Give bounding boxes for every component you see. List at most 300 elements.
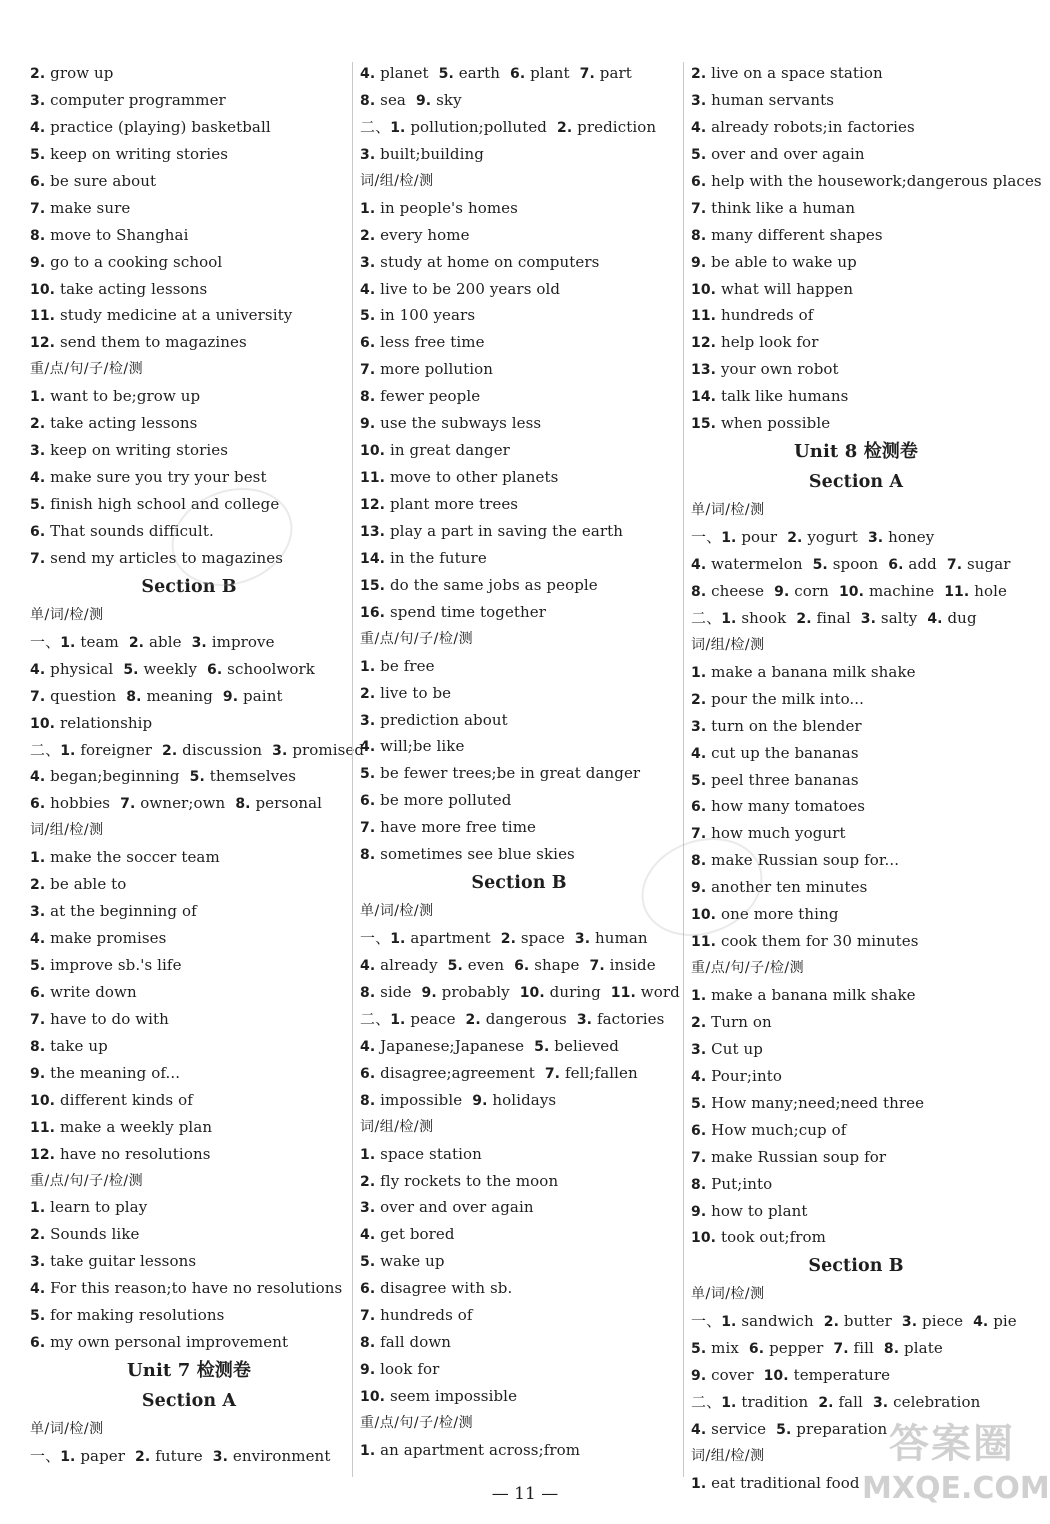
answer-line: [30, 1087, 348, 1114]
answer-text: celebration: [893, 1393, 981, 1412]
answer-line: [30, 1141, 348, 1168]
item-number: 12.: [30, 1146, 56, 1163]
item-number: 12.: [30, 335, 56, 352]
item-number: 9.: [30, 1065, 46, 1082]
answer-line: [360, 302, 678, 329]
answer-text: spend time together: [389, 602, 547, 621]
item-number: 8.: [360, 984, 376, 1001]
answer-line: [360, 1194, 678, 1221]
item-number: 9.: [472, 1092, 488, 1109]
item-number: 3.: [576, 1011, 593, 1028]
item-number: 7.: [120, 796, 136, 813]
answer-text: Cut up: [711, 1039, 763, 1058]
answer-line: [360, 222, 678, 249]
part-prefix: 一、: [691, 528, 722, 547]
item-number: 6.: [888, 557, 904, 573]
item-number: 6.: [30, 1335, 46, 1352]
answer-line: [360, 1221, 678, 1248]
item-number: 5.: [123, 661, 139, 678]
answer-text: meaning: [146, 686, 213, 705]
answer-line: [691, 1171, 1021, 1198]
item-number: 8.: [235, 796, 251, 813]
item-number: 1.: [360, 1442, 376, 1459]
answer-text: another ten minutes: [711, 878, 868, 897]
answer-text: dug: [947, 608, 977, 627]
answer-line: [360, 383, 678, 410]
item-number: 6.: [748, 1341, 765, 1358]
answer-line: [30, 952, 348, 979]
answer-line: [360, 1437, 678, 1464]
answer-line: [30, 1329, 348, 1356]
answer-text: Pour;into: [711, 1066, 782, 1085]
answer-text: fall: [838, 1393, 863, 1412]
answer-line: [30, 1060, 348, 1087]
item-number: 8.: [691, 1176, 707, 1193]
item-number: 2.: [360, 1173, 376, 1190]
answer-line-multi: [360, 60, 678, 87]
item-number: 1.: [691, 988, 707, 1004]
answer-text: the meaning of...: [50, 1063, 181, 1082]
answer-text: how to plant: [711, 1201, 808, 1220]
answer-line: [360, 491, 678, 518]
answer-text: discussion: [182, 740, 263, 759]
item-number: 6.: [30, 523, 46, 540]
answer-text: probably: [441, 982, 510, 1001]
item-number: 10.: [30, 715, 56, 732]
section-heading: Section B: [808, 1256, 904, 1277]
item-number: 6.: [360, 1281, 376, 1298]
answer-line: [30, 979, 348, 1006]
answer-line: [360, 545, 678, 572]
answer-text: salty: [880, 608, 918, 627]
answer-text: think like a human: [711, 198, 856, 217]
answer-text: shook: [741, 608, 787, 627]
answer-text: pour: [741, 528, 778, 547]
item-number: 7.: [30, 688, 46, 705]
answer-line-multi: [30, 763, 348, 790]
answer-line: [30, 925, 348, 952]
answer-line: [691, 1090, 1021, 1117]
section-heading: Section B: [141, 576, 237, 597]
answer-line: [30, 871, 348, 898]
answer-line-multi: [691, 1389, 1021, 1416]
column-divider: [683, 62, 684, 1477]
answer-line: [30, 1275, 348, 1302]
answer-text: factories: [596, 1009, 665, 1028]
answer-text: mix: [711, 1339, 739, 1358]
answer-line: [360, 329, 678, 356]
answer-line: [360, 410, 678, 437]
item-number: 2.: [30, 1227, 46, 1244]
answer-text: go to a cooking school: [50, 252, 223, 271]
answer-text: future: [155, 1447, 203, 1465]
item-number: 10.: [30, 1092, 56, 1109]
answer-line: [30, 383, 348, 410]
item-number: 10.: [691, 1230, 717, 1247]
item-number: 11.: [30, 1119, 56, 1136]
answer-line: [30, 1006, 348, 1033]
answer-text: team: [80, 632, 119, 651]
answer-line-multi: [691, 524, 1021, 551]
answer-text: every home: [380, 225, 470, 244]
item-number: 8.: [360, 1335, 376, 1352]
answer-text: one more thing: [720, 905, 839, 924]
item-number: 10.: [360, 443, 386, 460]
answer-text: move to other planets: [389, 468, 559, 487]
item-number: 9.: [691, 254, 707, 271]
answer-line-multi: [360, 141, 678, 168]
item-number: 2.: [818, 1395, 834, 1412]
answer-line: [30, 168, 348, 195]
item-number: 8.: [30, 227, 46, 244]
exercise-category-label: 重/点/句/子/检/测: [30, 1172, 144, 1189]
exercise-category-label: 单/词/检/测: [30, 606, 104, 623]
item-number: 11.: [610, 984, 636, 1001]
item-number: 3.: [691, 1041, 707, 1058]
answer-text: less free time: [380, 333, 485, 352]
answer-line: [30, 60, 348, 87]
answer-line: [360, 518, 678, 545]
answer-line: [360, 1302, 678, 1329]
answer-line: [360, 733, 678, 760]
answer-text: at the beginning of: [50, 902, 197, 921]
item-number: 4.: [30, 661, 46, 678]
item-number: 10.: [519, 984, 545, 1001]
answer-text: disagree with sb.: [380, 1279, 513, 1298]
item-number: 7.: [360, 820, 376, 837]
answer-text: make promises: [50, 929, 167, 948]
item-number: 3.: [30, 1254, 46, 1271]
item-number: 9.: [360, 416, 376, 433]
answer-text: hundreds of: [380, 1306, 473, 1325]
answer-line: [360, 249, 678, 276]
answer-text: human: [595, 929, 648, 948]
item-number: 3.: [360, 1200, 376, 1217]
item-number: 9.: [360, 1362, 376, 1379]
answer-text: Turn on: [711, 1012, 772, 1031]
answer-text: spoon: [832, 555, 879, 573]
item-number: 9.: [30, 254, 46, 271]
answer-line: [691, 276, 1021, 303]
item-number: 3.: [30, 92, 46, 109]
answer-line-multi: [30, 1443, 348, 1470]
answer-text: impossible: [380, 1090, 463, 1109]
item-number: 3.: [867, 530, 884, 547]
answer-line: [360, 653, 678, 680]
answer-column-2: [360, 60, 678, 1464]
answer-line: [30, 195, 348, 222]
answer-text: fly rockets to the moon: [380, 1171, 559, 1190]
page-number: — 11 —: [491, 1484, 559, 1504]
item-number: 2.: [360, 227, 376, 244]
answer-column-1: [30, 60, 365, 1470]
answer-text: paper: [80, 1447, 126, 1465]
answer-line: [691, 222, 1021, 249]
answer-text: grow up: [50, 64, 114, 82]
item-number: 4.: [360, 739, 376, 756]
answer-text: play a part in saving the earth: [389, 521, 624, 540]
item-number: 6.: [30, 173, 46, 190]
answer-text: study medicine at a university: [59, 306, 293, 325]
item-number: 6.: [691, 173, 707, 190]
exercise-category-label: 词/组/检/测: [30, 822, 104, 839]
answer-text: fill: [853, 1339, 874, 1358]
answer-text: live to be 200 years old: [380, 279, 561, 298]
item-number: 3.: [860, 610, 877, 627]
answer-text: when possible: [720, 414, 831, 433]
item-number: 3.: [212, 1449, 229, 1465]
answer-line: [691, 383, 1021, 410]
item-number: 6.: [514, 958, 530, 974]
answer-text: prediction about: [380, 710, 508, 729]
answer-text: use the subways less: [380, 414, 542, 433]
answer-text: be able to wake up: [711, 252, 857, 271]
answer-text: final: [816, 608, 851, 627]
item-number: 2.: [787, 530, 803, 547]
answer-text: take up: [50, 1036, 108, 1055]
item-number: 8.: [360, 847, 376, 864]
item-number: 2.: [500, 931, 516, 948]
item-number: 7.: [30, 200, 46, 217]
item-number: 7.: [544, 1065, 561, 1082]
item-number: 6.: [207, 661, 223, 678]
item-number: 4.: [30, 119, 46, 136]
answer-line: [691, 329, 1021, 356]
answer-text: finish high school and college: [50, 495, 280, 513]
answer-text: cover: [711, 1366, 754, 1385]
answer-text: improve: [211, 632, 275, 651]
item-number: 14.: [691, 389, 717, 406]
item-number: 7.: [589, 958, 605, 974]
item-number: 9.: [691, 880, 707, 897]
answer-text: pie: [993, 1312, 1017, 1331]
item-number: 4.: [973, 1314, 989, 1331]
answer-text: How many;need;need three: [711, 1093, 925, 1112]
answer-line: [30, 302, 348, 329]
exercise-category-label: 词/组/检/测: [360, 172, 434, 189]
part-prefix: 一、: [30, 632, 61, 651]
item-number: 3.: [360, 254, 376, 271]
answer-text: physical: [50, 659, 114, 678]
answer-text: send them to magazines: [59, 333, 247, 352]
answer-text: schoolwork: [227, 659, 315, 678]
answer-line: [30, 276, 348, 303]
watermark-text: 答案圈: [889, 1421, 1015, 1467]
item-number: 4.: [360, 958, 376, 974]
part-prefix: 一、: [30, 1447, 61, 1465]
exercise-category-label: 词/组/检/测: [360, 1118, 434, 1135]
answer-line-multi: [691, 551, 1021, 578]
answer-line: [691, 410, 1021, 437]
item-number: 5.: [30, 146, 46, 163]
answer-line: [691, 60, 1021, 87]
answer-text: sometimes see blue skies: [380, 845, 575, 864]
answer-text: earth: [458, 64, 500, 82]
answer-text: watermelon: [711, 555, 803, 573]
item-number: 5.: [360, 766, 376, 783]
answer-text: able: [148, 632, 182, 651]
answer-line: [691, 87, 1021, 114]
answer-text: live on a space station: [711, 64, 883, 82]
answer-text: make a banana milk shake: [711, 986, 916, 1004]
item-number: 2.: [30, 416, 46, 433]
answer-line: [360, 814, 678, 841]
item-number: 1.: [360, 658, 376, 675]
item-number: 11.: [691, 934, 717, 951]
answer-line: [360, 572, 678, 599]
answer-text: learn to play: [50, 1198, 148, 1217]
item-number: 4.: [360, 66, 376, 82]
answer-text: in 100 years: [380, 306, 476, 325]
answer-text: pour the milk into...: [711, 689, 865, 708]
part-prefix: 一、: [360, 929, 391, 948]
answer-text: sugar: [967, 555, 1011, 573]
item-number: 11.: [944, 583, 970, 600]
answer-text: already: [380, 956, 438, 974]
answer-text: move to Shanghai: [50, 225, 189, 244]
item-number: 1.: [691, 1475, 707, 1492]
answer-text: in great danger: [389, 441, 510, 460]
answer-line-multi: [360, 87, 678, 114]
item-number: 5.: [30, 958, 46, 974]
answer-text: plate: [904, 1339, 943, 1358]
item-number: 5.: [691, 1341, 707, 1358]
item-number: 3.: [901, 1314, 918, 1331]
item-number: 11.: [360, 470, 386, 487]
answer-text: do the same jobs as people: [389, 575, 598, 594]
answer-text: keep on writing stories: [50, 144, 229, 163]
answer-text: take acting lessons: [59, 279, 208, 298]
answer-text: even: [467, 956, 505, 974]
item-number: 4.: [30, 1281, 46, 1298]
answer-line: [360, 1248, 678, 1275]
item-number: 4.: [360, 1038, 376, 1055]
answer-text: hobbies: [50, 794, 111, 813]
item-number: 8.: [691, 227, 707, 244]
answer-text: honey: [888, 528, 935, 547]
item-number: 1.: [721, 1314, 737, 1331]
answer-line: [360, 680, 678, 707]
exercise-category-label: 词/组/检/测: [691, 1448, 765, 1464]
answer-text: sky: [436, 90, 462, 109]
answer-text: pepper: [769, 1339, 824, 1358]
answer-line: [30, 141, 348, 168]
answer-text: environment: [232, 1447, 331, 1465]
answer-text: help look for: [720, 333, 819, 352]
answer-line: [30, 1221, 348, 1248]
answer-text: How much;cup of: [711, 1120, 847, 1139]
answer-text: eat traditional food: [711, 1473, 860, 1492]
answer-line-multi: [30, 683, 348, 710]
answer-text: make a banana milk shake: [711, 662, 916, 681]
answer-text: owner;own: [140, 794, 226, 813]
answer-line: [691, 1117, 1021, 1144]
exercise-category-label: 单/词/检/测: [691, 1286, 765, 1303]
answer-line-multi: [360, 1060, 678, 1087]
answer-text: an apartment across;from: [380, 1440, 581, 1459]
answer-text: make sure you try your best: [50, 468, 267, 487]
answer-line: [30, 1302, 348, 1329]
answer-text: pollution;polluted: [410, 117, 547, 136]
item-number: 5.: [691, 772, 707, 789]
item-number: 1.: [721, 610, 737, 627]
item-number: 12.: [360, 497, 386, 513]
item-number: 3.: [360, 146, 376, 163]
item-number: 1.: [30, 850, 46, 867]
answer-line: [691, 713, 1021, 740]
item-number: 4.: [691, 1422, 707, 1439]
answer-text: turn on the blender: [711, 716, 862, 735]
answer-text: space: [520, 929, 565, 948]
answer-line: [691, 928, 1021, 955]
item-number: 3.: [872, 1395, 889, 1412]
answer-text: in the future: [389, 548, 487, 567]
answer-text: yogurt: [807, 528, 858, 547]
answer-line: [30, 1248, 348, 1275]
item-number: 10.: [360, 1389, 386, 1405]
answer-text: paint: [243, 686, 283, 705]
answer-text: cheese: [711, 581, 765, 600]
part-prefix: 一、: [691, 1312, 722, 1331]
answer-text: promised: [292, 740, 365, 759]
item-number: 3.: [691, 718, 707, 735]
answer-text: how much yogurt: [711, 824, 846, 843]
answer-text: dangerous: [485, 1009, 567, 1028]
answer-text: get bored: [380, 1225, 455, 1244]
item-number: 9.: [691, 1368, 707, 1385]
item-number: 7.: [360, 362, 376, 379]
item-number: 7.: [30, 550, 46, 567]
item-number: 7.: [946, 557, 963, 573]
item-number: 8.: [360, 1092, 376, 1109]
answer-text: foreigner: [80, 740, 152, 759]
answer-line: [30, 114, 348, 141]
item-number: 3.: [691, 92, 707, 109]
answer-text: question: [50, 686, 117, 705]
item-number: 5.: [438, 66, 454, 82]
answer-text: prediction: [577, 117, 657, 136]
answer-line: [691, 982, 1021, 1009]
answer-line-multi: [360, 925, 678, 952]
answer-line: [691, 114, 1021, 141]
item-number: 4.: [691, 1068, 707, 1085]
answer-line: [30, 249, 348, 276]
answer-line-multi: [691, 1335, 1021, 1362]
item-number: 2.: [360, 685, 376, 702]
item-number: 7.: [360, 1308, 376, 1325]
section-heading: Section A: [141, 1391, 237, 1412]
answer-line: [360, 276, 678, 303]
item-number: 8.: [360, 92, 376, 109]
item-number: 16.: [360, 604, 386, 621]
item-number: 4.: [30, 931, 46, 948]
answer-line: [360, 356, 678, 383]
part-prefix: 二、: [360, 117, 391, 136]
answer-text: began;beginning: [50, 767, 180, 786]
answer-text: what will happen: [720, 279, 854, 298]
answer-line-multi: [360, 1006, 678, 1033]
answer-line: [691, 249, 1021, 276]
answer-line-multi: [30, 737, 365, 764]
item-number: 4.: [30, 470, 46, 487]
answer-line: [691, 1036, 1021, 1063]
answer-line: [691, 686, 1021, 713]
item-number: 6.: [509, 66, 526, 82]
exercise-category-label: 词/组/检/测: [691, 636, 765, 653]
item-number: 11.: [691, 308, 717, 325]
item-number: 9.: [415, 92, 432, 109]
part-prefix: 二、: [691, 608, 722, 627]
